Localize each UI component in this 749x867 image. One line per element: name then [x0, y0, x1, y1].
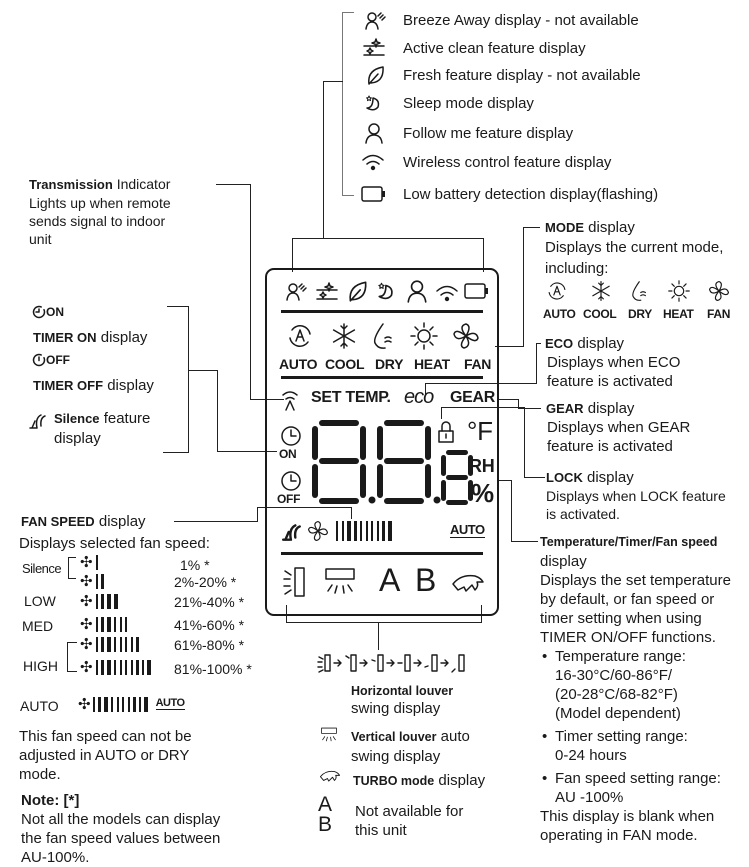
fan-speed-row — [80, 572, 107, 590]
fan-speed-value: 1% * — [180, 557, 210, 573]
connector-line — [342, 195, 354, 196]
silence-rest-2: display — [54, 430, 101, 447]
fan-group-low: LOW — [24, 593, 56, 609]
mode-label-auto: AUTO — [543, 307, 576, 321]
fan-icon: ✣ — [78, 696, 91, 713]
gear-title-rest: display — [583, 400, 635, 417]
fan-speed-value: 21%-40% * — [174, 594, 245, 610]
connector-line — [511, 541, 538, 542]
connector-line — [523, 227, 524, 347]
fan-speed-row — [80, 553, 101, 571]
letter-a: A — [318, 793, 333, 816]
legend-sleep-label: Sleep mode display — [403, 95, 534, 112]
connector-line — [292, 238, 484, 239]
temp-bullet-fan — [555, 769, 749, 807]
temp-desc-line: by default, or fan speed or — [540, 591, 715, 608]
legend-active-clean-label: Active clean feature display — [403, 40, 586, 57]
lcd-fan-mode-icon — [452, 322, 480, 350]
lcd-horizontal-louver-icon — [283, 565, 307, 599]
temp-title-rest: display — [540, 553, 587, 570]
connector-line — [257, 507, 258, 522]
fan-speed-row — [80, 592, 121, 610]
fan-icon: ✣ — [80, 593, 93, 610]
temp-title-bold: Temperature/Timer/Fan speed — [540, 535, 718, 549]
transmission-desc-line: Lights up when remote — [29, 195, 171, 211]
lcd-breeze-away-icon — [284, 280, 308, 302]
bracket-line — [67, 671, 77, 672]
turbo-bold: TURBO mode — [353, 774, 435, 788]
mode-cool-icon — [590, 280, 612, 302]
lcd-turbo-icon — [450, 572, 486, 594]
connector-line — [217, 370, 218, 451]
lcd-unit-f: °F — [467, 416, 493, 446]
bullet-line: • Timer setting range: — [555, 727, 749, 746]
fan-icon: ✣ — [80, 573, 93, 590]
timer-off-clock-icon — [32, 353, 46, 367]
silence-bold: Silence — [54, 411, 100, 426]
connector-line — [286, 622, 482, 623]
lcd-auto-label: AUTO — [450, 522, 485, 537]
lcd-fresh-leaf-icon — [347, 279, 369, 303]
lcd-letter-b: B — [415, 562, 437, 598]
fan-speed-value: 81%-100% * — [174, 661, 252, 677]
lcd-mode-cool: COOL — [325, 356, 365, 372]
fan-icon: ✣ — [80, 636, 93, 653]
bracket-line — [67, 642, 77, 643]
lcd-mode-fan: FAN — [464, 356, 492, 372]
lcd-percent: % — [471, 478, 494, 508]
vertical-louver-desc — [351, 727, 470, 766]
lcd-wireless-icon — [434, 283, 460, 303]
gear-callout — [546, 399, 749, 456]
timer-on-bold: TIMER ON — [33, 330, 97, 345]
transmission-callout — [29, 175, 219, 248]
lcd-separator — [281, 376, 483, 379]
eco-desc-line: Displays when ECO — [547, 354, 681, 371]
fan-speed-row — [78, 695, 185, 713]
legend-wireless-label: Wireless control feature display — [403, 154, 612, 171]
lcd-separator — [281, 552, 483, 555]
connector-line — [495, 346, 524, 347]
fan-group-silence: Silence — [22, 561, 62, 576]
lcd-fan-icon — [307, 520, 329, 542]
lcd-sleep-moon-icon — [376, 280, 398, 302]
eco-desc-line: feature is activated — [547, 373, 673, 390]
bracket-line — [68, 578, 76, 579]
lcd-separator — [281, 310, 483, 313]
lock-desc-line: is activated. — [546, 506, 620, 522]
horizontal-louver-bold: Horizontal louver — [351, 684, 454, 698]
temp-desc-line: Displays the set temperature — [540, 572, 731, 589]
vertical-louver-rest-2: swing display — [351, 748, 441, 765]
timer-off-icon-label: OFF — [46, 353, 70, 367]
active-clean-icon — [362, 37, 386, 57]
fan-speed-subtitle: Displays selected fan speed: — [19, 535, 210, 552]
timer-on-rest: display — [96, 329, 148, 346]
transmission-desc-line: sends signal to indoor — [29, 213, 166, 229]
mode-title-rest: display — [584, 219, 635, 236]
mode-desc-line: including: — [545, 260, 609, 277]
note-line: mode. — [19, 766, 61, 783]
fan-group-high: HIGH — [23, 658, 58, 674]
note-line: AU-100%. — [21, 849, 90, 866]
temp-desc-line: TIMER ON/OFF functions. — [540, 629, 716, 646]
bullet-line: 16-30°C/60-86°F/ — [555, 667, 673, 684]
connector-line — [323, 81, 343, 82]
lcd-lock-icon — [437, 420, 455, 444]
mode-label-dry: DRY — [628, 307, 652, 321]
connector-line — [483, 238, 484, 272]
lock-callout — [546, 469, 749, 523]
timer-off-bold: TIMER OFF — [33, 378, 104, 393]
mode-auto-icon — [546, 280, 568, 302]
fan-speed-value: 41%-60% * — [174, 617, 245, 633]
eco-callout — [545, 334, 749, 391]
fresh-leaf-icon — [366, 64, 386, 86]
silence-rest: feature — [99, 410, 151, 427]
mode-heat-icon — [668, 280, 690, 302]
bullet-line: AU -100% — [555, 789, 624, 806]
connector-line — [167, 306, 189, 307]
bracket-line — [67, 642, 68, 672]
connector-line — [292, 238, 293, 272]
legend-breeze-away-label: Breeze Away display - not available — [403, 12, 639, 29]
lcd-vertical-louver-icon — [322, 567, 358, 597]
bracket-line — [68, 557, 69, 579]
lock-title-bold: LOCK — [546, 470, 583, 485]
mode-dry-icon — [630, 280, 650, 302]
connector-line — [323, 81, 324, 238]
vertical-louver-icon — [318, 727, 340, 743]
connector-line — [524, 477, 545, 478]
connector-line — [188, 306, 189, 452]
mode-label-fan: FAN — [707, 307, 731, 321]
wireless-icon — [361, 152, 385, 172]
lcd-timer-on-clock-icon — [280, 425, 302, 447]
temp-desc-line: timer setting when using — [540, 610, 702, 627]
lcd-set-temp: SET TEMP. — [311, 389, 391, 406]
gear-desc-line: feature is activated — [547, 438, 673, 455]
note-title: Note: [*] — [21, 792, 80, 809]
connector-line — [342, 12, 354, 13]
connector-line — [216, 184, 251, 185]
connector-line — [250, 184, 251, 399]
fan-icon: ✣ — [80, 554, 93, 571]
temp-footer-line: This display is blank when — [540, 808, 715, 825]
lock-desc-line: Displays when LOCK feature — [546, 488, 726, 504]
note-line: Not all the models can display — [21, 811, 221, 828]
fan-speed-value: 2%-20% * — [174, 574, 237, 590]
horizontal-louver-rest: swing display — [351, 700, 441, 717]
gear-title-bold: GEAR — [546, 401, 584, 416]
eco-title-rest: display — [573, 335, 625, 352]
fan-speed-title-rest: display — [94, 513, 146, 530]
bullet-line: (Model dependent) — [555, 705, 681, 722]
turbo-rest: display — [434, 772, 486, 789]
lcd-active-clean-icon — [314, 281, 340, 301]
note-line: the fan speed values between — [21, 830, 221, 847]
lcd-auto-mode-icon — [286, 322, 314, 350]
lock-title-rest: display — [582, 469, 634, 486]
fan-speed-title-bold: FAN SPEED — [21, 514, 95, 529]
vertical-louver-bold: Vertical louver — [351, 730, 437, 744]
lcd-gear: GEAR — [450, 389, 496, 406]
fan-icon: ✣ — [80, 616, 93, 633]
battery-icon — [360, 185, 388, 203]
lcd-follow-me-icon — [406, 279, 428, 303]
lcd-dry-mode-icon — [371, 322, 397, 350]
lcd-timer-off-label: OFF — [277, 492, 301, 506]
mode-fan-icon — [708, 280, 730, 302]
sleep-moon-icon — [364, 93, 384, 113]
lcd-mode-dry: DRY — [375, 356, 404, 372]
eco-title-bold: ECO — [545, 336, 574, 351]
timer-on-icon-label: ON — [46, 305, 64, 319]
transmission-desc-line: unit — [29, 231, 52, 247]
bullet-line: • Temperature range: — [555, 647, 749, 666]
connector-line — [174, 521, 258, 522]
ab-desc — [355, 802, 463, 840]
temperature-callout — [540, 533, 749, 845]
lcd-mode-auto: AUTO — [279, 356, 318, 372]
lcd-mode-heat: HEAT — [414, 356, 450, 372]
temp-bullet-timer — [555, 727, 749, 765]
bullet-line: • Fan speed setting range: — [555, 769, 749, 788]
mode-title-bold: MODE — [545, 220, 584, 235]
fan-group-med: MED — [22, 618, 54, 634]
connector-line — [497, 399, 519, 400]
transmission-title-bold: Transmission — [29, 177, 113, 192]
lcd-eco: eco — [404, 386, 434, 408]
connector-line — [378, 622, 379, 650]
connector-line — [536, 343, 541, 344]
fan-icon: ✣ — [80, 659, 93, 676]
lcd-letter-a: A — [379, 562, 401, 598]
fan-auto-label: AUTO — [155, 697, 185, 709]
horizontal-louver-desc — [351, 682, 453, 718]
bracket-line — [68, 557, 76, 558]
legend-fresh-label: Fresh feature display - not available — [403, 67, 641, 84]
fan-note — [21, 791, 220, 867]
lcd-transmission-icon — [281, 389, 299, 411]
letter-b: B — [318, 813, 333, 836]
note-line: This fan speed can not be — [19, 728, 192, 745]
lcd-rh: RH — [469, 456, 495, 476]
mode-label-cool: COOL — [583, 307, 617, 321]
temp-footer-line: operating in FAN mode. — [540, 827, 698, 844]
connector-line — [536, 343, 537, 384]
legend-follow-me-label: Follow me feature display — [403, 125, 574, 142]
fan-speed-row — [80, 658, 155, 676]
gear-desc-line: Displays when GEAR — [547, 419, 691, 436]
follow-me-person-icon — [364, 122, 384, 144]
connector-line — [511, 480, 512, 541]
ab-desc-line: this unit — [355, 822, 407, 839]
lcd-silence-icon — [281, 522, 303, 542]
connector-line — [342, 12, 343, 195]
transmission-title-rest: Indicator — [112, 176, 171, 192]
mode-callout — [545, 218, 749, 278]
silence-icon — [28, 412, 48, 430]
lcd-heat-mode-icon — [410, 322, 438, 350]
ab-letters — [318, 795, 332, 835]
lcd-timer-off-clock-icon — [280, 470, 302, 492]
turbo-desc — [353, 771, 485, 791]
lcd-timer-on-label: ON — [279, 447, 297, 461]
fan-speed-row — [80, 635, 142, 653]
connector-line — [524, 407, 525, 477]
connector-line — [188, 370, 218, 371]
legend-battery-label: Low battery detection display(flashing) — [403, 186, 659, 203]
connector-line — [523, 227, 540, 228]
mode-label-heat: HEAT — [663, 307, 694, 321]
note-line: adjusted in AUTO or DRY — [19, 747, 190, 764]
lcd-fan-bars — [336, 521, 395, 541]
horizontal-louver-sequence-icon — [318, 652, 488, 674]
timer-off-rest: display — [103, 377, 154, 394]
timer-on-clock-icon — [32, 305, 46, 319]
fan-group-auto: AUTO — [20, 698, 59, 714]
lcd-display — [265, 268, 499, 616]
ab-desc-line: Not available for — [355, 803, 464, 820]
vertical-louver-rest: auto — [436, 728, 470, 745]
fan-note-fixed — [19, 727, 192, 784]
bullet-line: 0-24 hours — [555, 747, 627, 764]
turbo-icon — [318, 769, 342, 783]
connector-line — [163, 452, 189, 453]
mode-desc-line: Displays the current mode, — [545, 239, 724, 256]
bullet-line: (20-28°C/68-82°F) — [555, 686, 678, 703]
fan-speed-value: 61%-80% * — [174, 637, 245, 653]
lcd-cool-mode-icon — [330, 322, 358, 350]
breeze-away-icon — [364, 9, 386, 31]
temp-bullet-temperature — [555, 647, 749, 723]
lcd-battery-icon — [463, 282, 491, 300]
fan-speed-row — [80, 615, 131, 633]
